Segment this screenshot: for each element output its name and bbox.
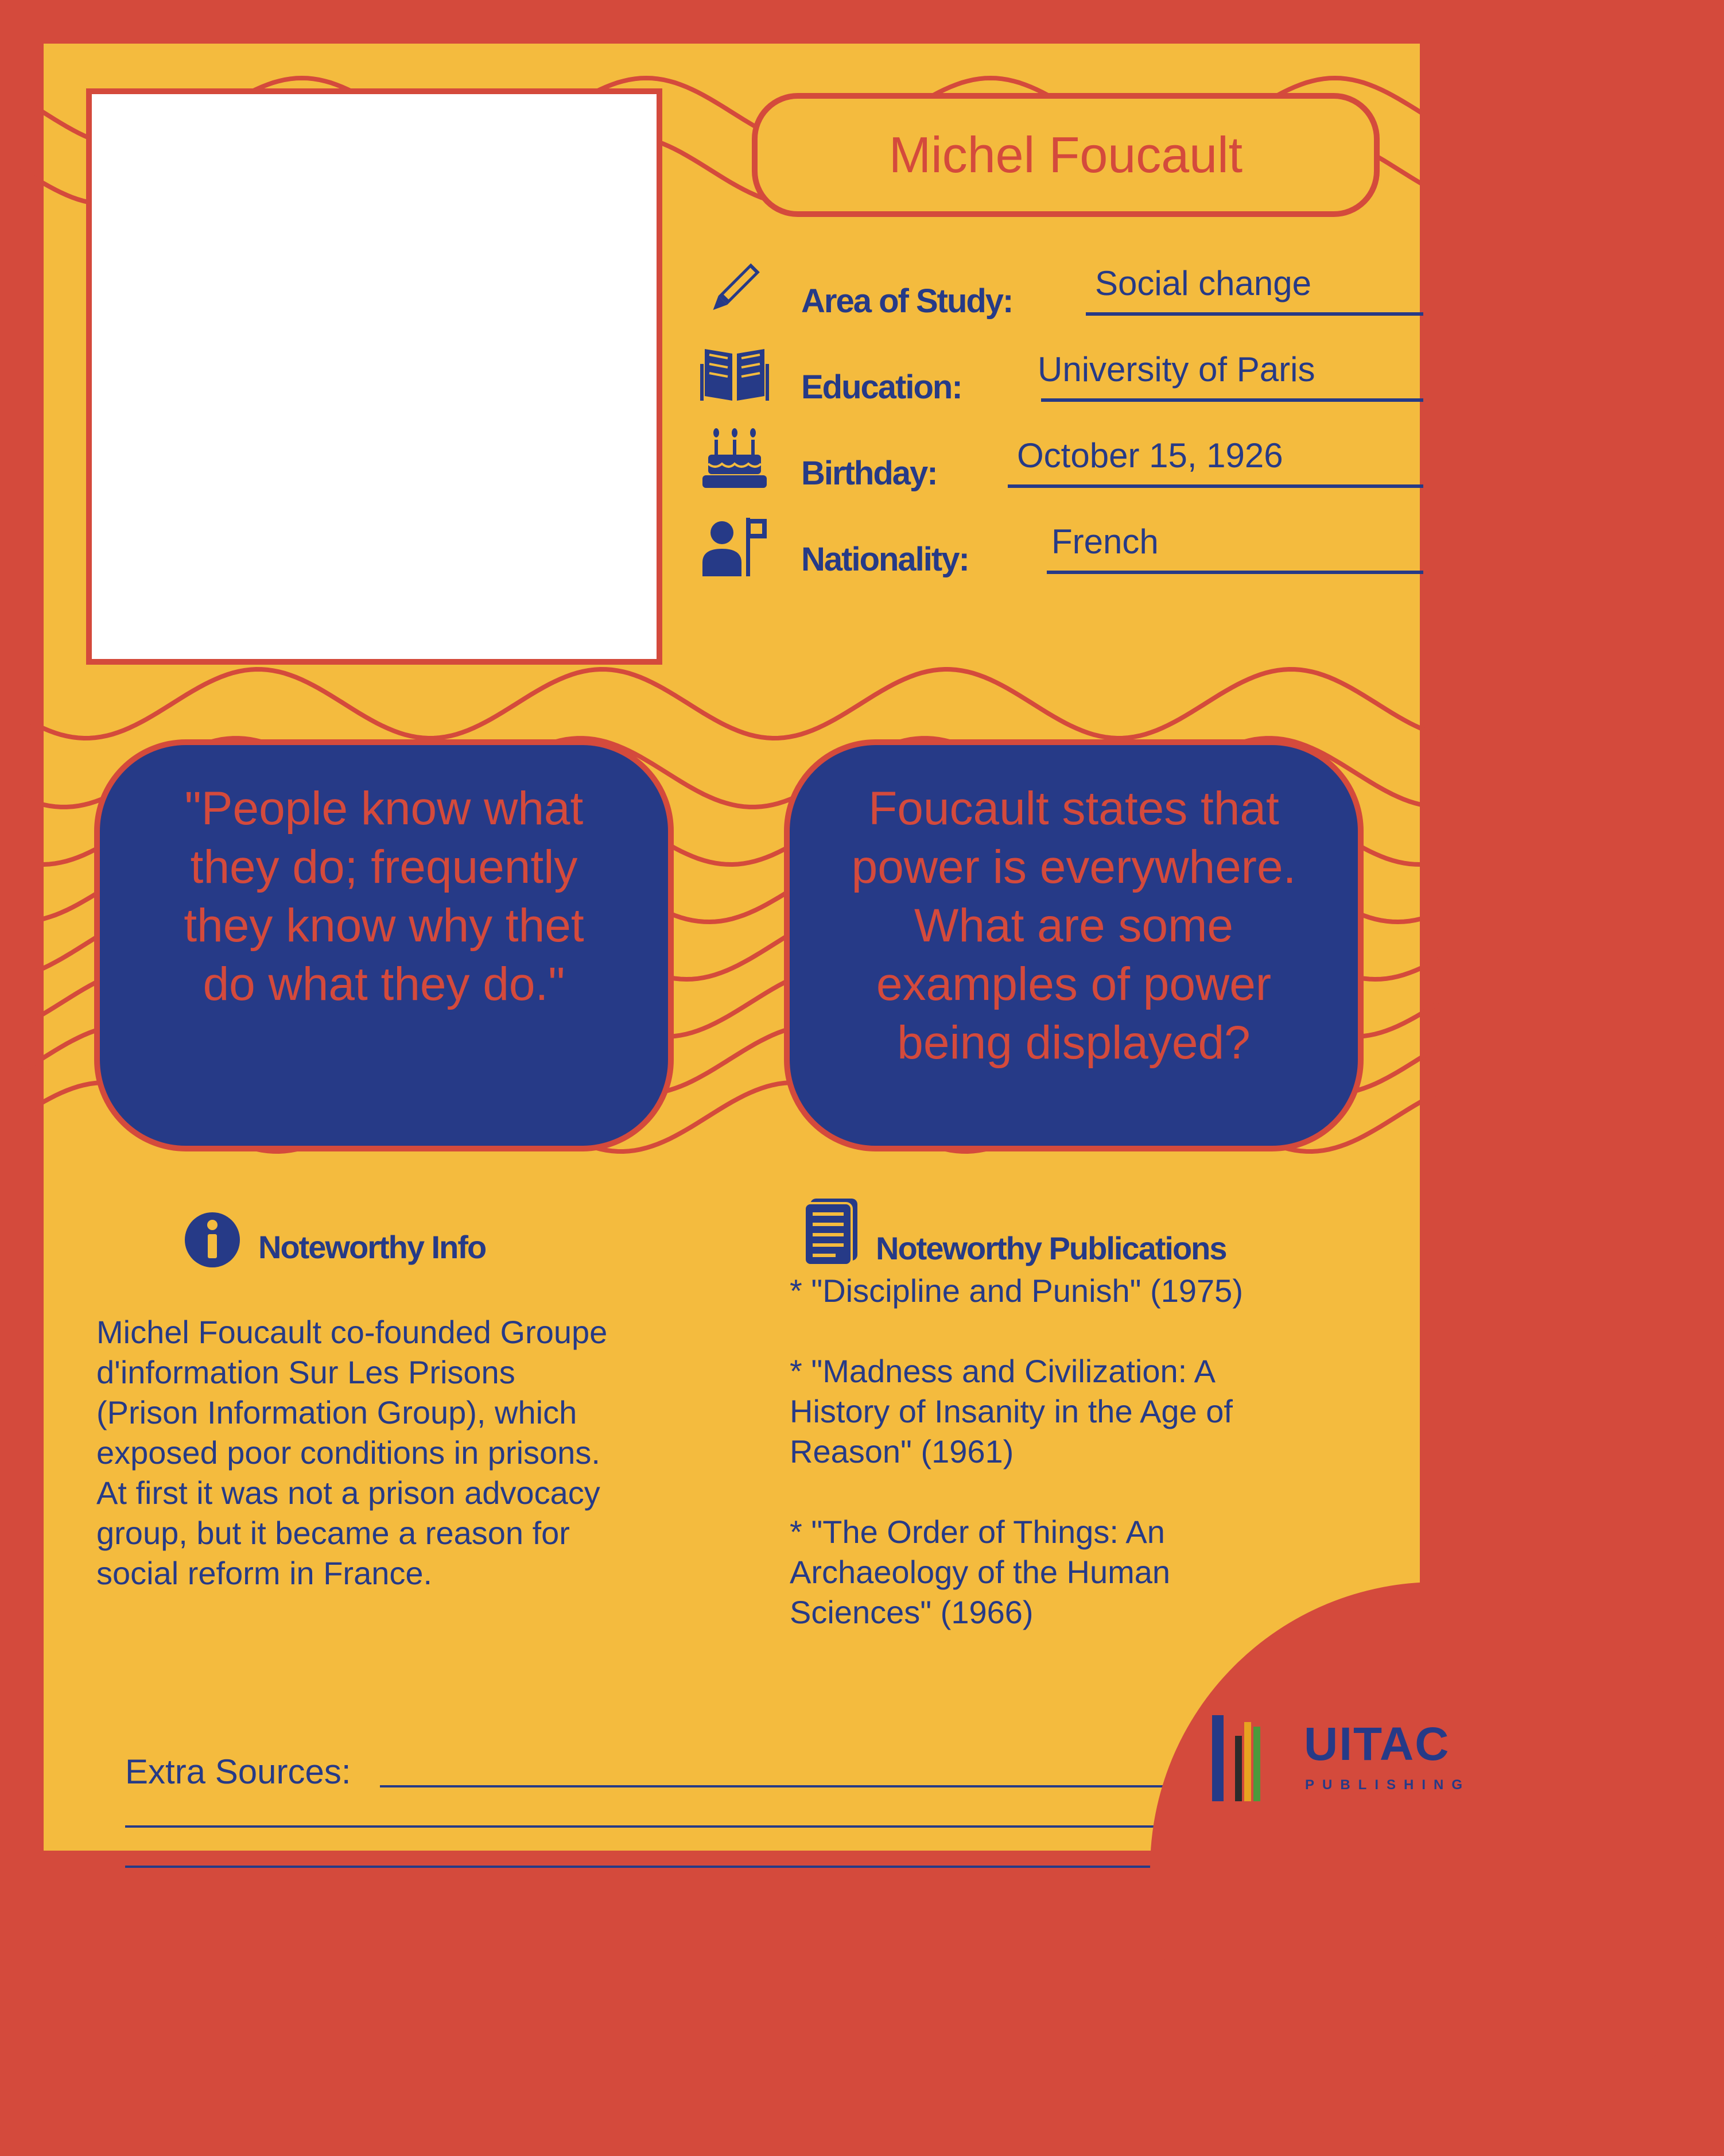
extra-sources-line[interactable] [125,1825,1193,1828]
field-nationality [700,513,1423,582]
quote-line: do what they do." [203,958,565,1010]
field-label: Area of Study: [801,282,1013,320]
info-line: (Prison Information Group), which [96,1394,577,1430]
content-panel [44,44,1471,1851]
publication-line: * "Madness and Civilization: A [790,1353,1216,1389]
document-icon [802,1197,860,1266]
publication-line: Reason" (1961) [790,1433,1014,1469]
info-line: d'information Sur Les Prisons [96,1354,515,1390]
wave-line [21,669,1438,738]
quote-line: "People know what [184,782,584,835]
question-line: examples of power [876,958,1272,1010]
field-value[interactable]: University of Paris [1038,350,1315,389]
publications-title: Noteworthy Publications [876,1230,1226,1266]
field-value[interactable]: Social change [1095,264,1311,303]
field-label: Education: [801,369,962,406]
publication-item [790,1351,1243,1472]
pencil-icon [700,255,769,324]
info-text [96,1312,607,1593]
question-line: being displayed? [897,1017,1251,1069]
field-value[interactable]: October 15, 1926 [1017,436,1283,475]
info-line: Michel Foucault co-founded Groupe [96,1314,608,1350]
books-logo-icon [1212,1715,1287,1801]
answer-line [1047,571,1423,574]
question-line: Foucault states that [868,782,1279,835]
quote-line: they know why thet [184,899,584,952]
question-bubble [784,739,1364,1151]
field-education [700,341,1423,410]
question-line: What are some [914,899,1233,952]
info-line: social reform in France. [96,1555,433,1591]
birthday-cake-icon [700,427,769,496]
book-icon [700,341,769,410]
field-birthday [700,427,1423,496]
answer-line [1041,398,1423,402]
publication-line: * "Discipline and Punish" (1975) [790,1273,1243,1309]
field-label: Nationality: [801,541,969,578]
info-line: At first it was not a prison advocacy [96,1475,600,1511]
field-value[interactable]: French [1051,522,1159,561]
quote-bubble [94,739,674,1151]
publication-line: Archaeology of the Human [790,1554,1171,1590]
logo-corner [1150,1582,1724,2156]
name-box [752,93,1380,217]
extra-sources-line[interactable] [125,1866,1178,1868]
extra-sources-line[interactable] [380,1785,1204,1787]
publications-list [790,1271,1243,1673]
info-line: group, but it became a reason for [96,1515,570,1551]
person-name: Michel Foucault [888,126,1243,183]
answer-line [1008,484,1423,488]
publication-line: Sciences" (1966) [790,1594,1034,1630]
person-flag-icon [700,513,769,582]
info-icon [184,1211,241,1269]
logo-subtitle: PUBLISHING [1305,1777,1471,1793]
publication-item [790,1512,1243,1632]
field-label: Birthday: [801,455,937,492]
field-area-of-study [700,255,1423,324]
question-line: power is everywhere. [851,841,1296,893]
quote-line: they do; frequently [190,841,578,893]
answer-line [1086,312,1423,316]
publication-item [790,1271,1243,1311]
photo-placeholder[interactable] [86,88,662,665]
info-title: Noteworthy Info [258,1229,486,1265]
info-line: exposed poor conditions in prisons. [96,1434,600,1471]
publication-line: * "The Order of Things: An [790,1514,1165,1550]
publication-line: History of Insanity in the Age of [790,1393,1233,1429]
logo-name: UITAC [1304,1718,1450,1770]
extra-sources-label: Extra Sources: [125,1752,351,1791]
